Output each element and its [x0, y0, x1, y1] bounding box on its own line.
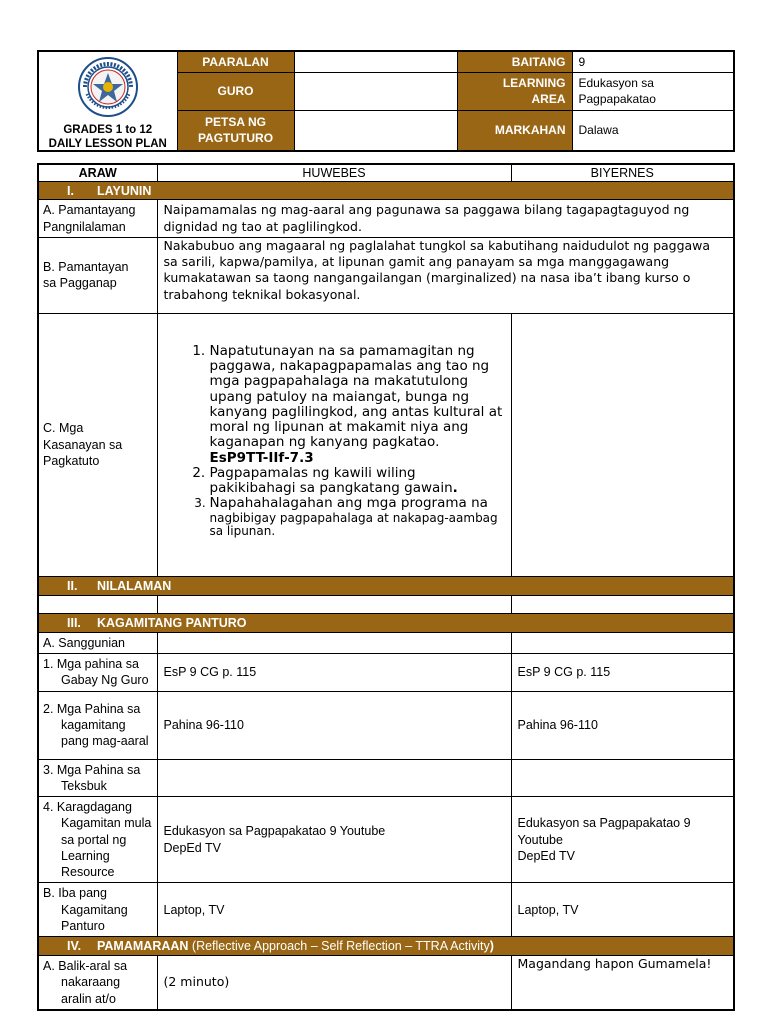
kasanayan-item-1-text: Napatutunayan na sa pamamagitan ng paggawa, nakapagpapamalas ang tao ng mga pagpapahalaga na makatutulong upang patuloy na maiangat, bunga ng kanyang paglilingkod, ang antas kultural at moral ng lipunan at makamit niya ang kaganapan ng kanyang pagkatao. [209, 342, 503, 451]
iba-pang-kagamitan-biyernes[interactable]: Laptop, TV [511, 883, 734, 937]
teksbuk-label: 3. Mga Pahina sa Teksbuk [38, 759, 157, 797]
section-pamamaraan [38, 937, 734, 956]
mga-kasanayan-biyernes[interactable] [511, 313, 734, 576]
petsa-label-line2: PAGTUTURO [197, 131, 274, 146]
lesson-table [37, 163, 735, 1011]
pamantayan-sa-pagganap-label-line2: sa Pagganap [43, 276, 117, 291]
section-pamamaraan-subtitle: (Reflective Approach – Self Reflection – TTRA Activity [188, 938, 490, 953]
plan-title: GRADES 1 to 12 [63, 124, 153, 136]
gabay-ng-guro-label: 1. Mga pahina sa Gabay Ng Guro [38, 654, 157, 692]
markahan-value[interactable]: Dalawa [572, 110, 734, 151]
section-pamamaraan-title: PAMAMARAAN [97, 938, 189, 953]
kagamitang-mag-aaral-label: 2. Mga Pahina sa kagamitang pang mag-aaral [38, 691, 157, 759]
paaralan-value[interactable] [294, 51, 457, 73]
column-huwebes: HUWEBES [157, 164, 511, 182]
gabay-ng-guro-biyernes[interactable]: EsP 9 CG p. 115 [511, 654, 734, 692]
pamantayang-pangnilalaman-label-line1: A. Pamantayang [43, 203, 136, 218]
section-kagamitan-num: III. [67, 615, 81, 630]
guro-value[interactable] [294, 73, 457, 111]
pamantayan-sa-pagganap-label-line1: B. Pamantayan [43, 260, 129, 274]
section-layunin-title: LAYUNIN [97, 183, 152, 198]
pamantayang-pangnilalaman-label-line2: Pangnilalaman [43, 219, 126, 234]
paaralan-label: PAARALAN [177, 51, 294, 73]
learning-area-value-line2: Pagpapakatao [578, 92, 656, 107]
learning-resource-biyernes-line2: DepEd TV [517, 848, 575, 863]
learning-area-label-line1: LEARNING [502, 75, 566, 90]
section-kagamitan [38, 613, 734, 632]
markahan-label: MARKAHAN [457, 110, 572, 151]
pamantayang-pangnilalaman-text[interactable]: Naipamamalas ng mag-aaral ang pagunawa sa paggawa bilang tagapagtaguyod ng dignidad ng tao at paglilingkod. [157, 200, 734, 238]
teksbuk-biyernes[interactable] [511, 759, 734, 797]
nilalaman-biyernes[interactable] [511, 595, 734, 613]
nilalaman-huwebes[interactable] [157, 595, 511, 613]
sanggunian-biyernes[interactable] [511, 632, 734, 653]
section-pamamaraan-num: IV. [67, 938, 82, 953]
column-araw: ARAW [38, 164, 157, 182]
plan-subtitle: DAILY LESSON PLAN [48, 138, 167, 150]
kasanayan-item-2 [210, 466, 505, 497]
column-biyernes: BIYERNES [511, 164, 734, 182]
petsa-value[interactable] [294, 110, 457, 151]
kasanayan-item-3 [210, 496, 505, 538]
iba-pang-kagamitan-huwebes[interactable]: Laptop, TV [157, 883, 511, 937]
section-layunin [38, 182, 734, 200]
kagamitang-mag-aaral-huwebes[interactable]: Pahina 96-110 [157, 691, 511, 759]
header-table [37, 50, 735, 152]
learning-area-value[interactable] [572, 73, 734, 111]
learning-resource-biyernes[interactable] [511, 797, 734, 883]
learning-resource-huwebes-line2: DepEd TV [163, 840, 221, 855]
iba-pang-kagamitan-label: B. Iba pang Kagamitang Panturo [38, 883, 157, 937]
learning-resource-biyernes-line1: Edukasyon sa Pagpapakatao 9 Youtube [517, 816, 691, 847]
petsa-label-line1: PETSA NG [205, 115, 266, 130]
learning-area-value-line1: Edukasyon sa [578, 75, 654, 90]
learning-area-label-line2: AREA [531, 92, 566, 107]
section-layunin-num: I. [67, 183, 74, 198]
learning-resource-huwebes[interactable] [157, 797, 511, 883]
section-nilalaman [38, 576, 734, 595]
nilalaman-label [38, 595, 157, 613]
mga-kasanayan-huwebes[interactable] [157, 313, 511, 576]
sanggunian-huwebes[interactable] [157, 632, 511, 653]
teksbuk-huwebes[interactable] [157, 759, 511, 797]
pamantayang-pangnilalaman-label [38, 200, 157, 238]
section-kagamitan-title: KAGAMITANG PANTURO [97, 615, 247, 630]
kasanayan-item-2-text: Pagpapamalas ng kawili wiling pakikibahagi sa pangkatang gawain [209, 464, 453, 496]
gabay-ng-guro-huwebes[interactable]: EsP 9 CG p. 115 [157, 654, 511, 692]
section-nilalaman-num: II. [67, 578, 78, 593]
pamantayan-sa-pagganap-label [38, 237, 157, 313]
mga-kasanayan-label-line2: Kasanayan sa [43, 437, 123, 452]
pamantayan-sa-pagganap-text[interactable]: Nakabubuo ang magaaral ng paglalahat tungkol sa kabutihang naidudulot ng paggawa sa sarili, kapwa/pamilya, at lipunan gamit ang panayam sa mga manggagawang kumakatawan sa taong nangangailangan (marginalized) na nasa iba’t ibang kurso o trabahong teknikal bokasyonal. [157, 237, 734, 313]
learning-area-label [457, 73, 572, 111]
guro-label: GURO [177, 73, 294, 111]
balik-aral-label: A. Balik-aral sa nakaraang aralin at/o [38, 956, 157, 1010]
section-nilalaman-title: NILALAMAN [97, 578, 172, 593]
balik-aral-huwebes[interactable]: (2 minuto) [157, 956, 511, 1010]
sanggunian-label: A. Sanggunian [38, 632, 157, 653]
mga-kasanayan-label [38, 313, 157, 576]
mga-kasanayan-label-line1: C. Mga [43, 421, 84, 436]
kasanayan-list [158, 344, 505, 539]
baitang-value[interactable]: 9 [572, 51, 734, 73]
mga-kasanayan-label-line3: Pagkatuto [43, 453, 100, 468]
section-pamamaraan-close: ) [489, 938, 494, 953]
header-logo-cell [38, 51, 177, 151]
learning-resource-huwebes-line1: Edukasyon sa Pagpapakatao 9 Youtube [163, 824, 386, 839]
kasanayan-item-3-text-a: Napahahalagahan ang mga programa na [209, 495, 488, 512]
balik-aral-biyernes[interactable]: Magandang hapon Gumamela! [511, 956, 734, 1010]
kasanayan-item-2-end: . [452, 480, 458, 496]
learning-resource-label: 4. Karagdagang Kagamitan mula sa portal ng Learning Resource [38, 797, 157, 883]
deped-seal-icon [77, 56, 139, 118]
kagamitang-mag-aaral-biyernes[interactable]: Pahina 96-110 [511, 691, 734, 759]
baitang-label: BAITANG [457, 51, 572, 73]
competency-code: EsP9TT-IIf-7.3 [209, 449, 314, 466]
kasanayan-item-3-text-b: nagbibigay pagpapahalaga at nakapag-aambag sa lipunan. [209, 510, 498, 539]
kasanayan-item-1 [210, 344, 505, 466]
petsa-label [177, 110, 294, 151]
